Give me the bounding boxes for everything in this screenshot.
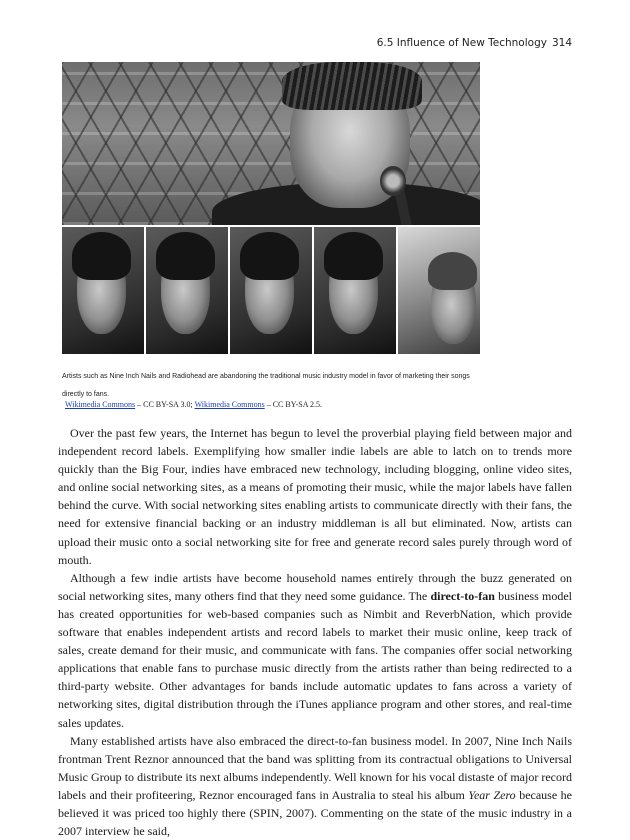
album-title: Year Zero [468, 787, 516, 802]
credit-link-2[interactable]: Wikimedia Commons [194, 400, 265, 409]
microphone-icon [380, 166, 406, 196]
portrait-hair [72, 232, 131, 280]
paragraph-3 [58, 732, 572, 840]
paragraph-3-text-b: because he believed it was priced too highly there (SPIN, 2007). Commenting on the state of the music industry in a 2007 interview he said, [58, 787, 572, 839]
portrait-hair [324, 232, 383, 280]
paragraph-2-text-b: business model has created opportunities for web-based companies such as Nimbit and ReverbNation, which provide software that enables independent artists and record labels to market their music online, keep track of sales, create demand for their music, and communicate with fans. The companies offer social networking applications that enable fans to purchase music directly from the artists rather than being redirected to a third-party website. Other advantages for bands include automatic updates to fans across a variety of networking sites, digital distribution through the iTunes appliance program and other stores, and real-time sales updates. [58, 588, 572, 730]
portrait-hair [240, 232, 299, 280]
key-term: direct-to-fan [430, 588, 495, 603]
singer-hair [282, 62, 422, 110]
credit-license-1: – CC BY-SA 3.0; [135, 400, 195, 409]
photo-singer-on-stage [62, 62, 480, 225]
page-number: 314 [551, 37, 572, 49]
credit-link-1[interactable]: Wikimedia Commons [65, 400, 136, 409]
paragraph-1: Over the past few years, the Internet has begun to level the proverbial playing field between major and independent record labels. Exemplifying how smaller indie labels are able to latch on to trends more quickly than the Big Four, indies have embraced new technology, including blogging, online video sites, and online social networking sites, as a means of promoting their music, while the major labels have fallen behind the curve. With social networking sites enabling artists to communicate directly with their fans, the need for extensive financial backing or an industry middleman is all but eliminated. Now, artists can upload their music onto a social networking site for free and generate record sales purely through word of mouth. [58, 426, 572, 567]
credit-license-2: – CC BY-SA 2.5. [264, 400, 323, 409]
paragraph-3-text-a: Many established artists have also embraced the direct-to-fan business model. In 2007, Nine Inch Nails frontman Trent Reznor announced that the band was splitting from its contractual obligations to Universal Music Group to distribute its next albums independently. Well known for his vocal distaste of major record labels and their profiteering, Reznor encouraged fans in Australia to steal his album [58, 733, 572, 802]
figure-caption: Artists such as Nine Inch Nails and Radiohead are abandoning the traditional music industry model in favor of marketing their songs directly to fans. [62, 373, 470, 398]
portrait-hair [428, 252, 477, 290]
figure-credits [65, 400, 322, 409]
portrait-hair [156, 232, 215, 280]
running-header [377, 37, 572, 49]
band-member-portrait [230, 227, 312, 354]
photo-band-members-strip [62, 227, 480, 354]
body-text [58, 424, 572, 840]
paragraph-2-text-a: Although a few indie artists have become household names entirely through the buzz generated on social networking sites, many others find that they need some guidance. The [58, 570, 572, 603]
paragraph-2 [58, 569, 572, 732]
section-title: 6.5 Influence of New Technology [376, 37, 547, 49]
band-member-portrait [146, 227, 228, 354]
band-member-portrait [62, 227, 144, 354]
band-member-portrait [314, 227, 396, 354]
band-member-portrait [398, 227, 480, 354]
